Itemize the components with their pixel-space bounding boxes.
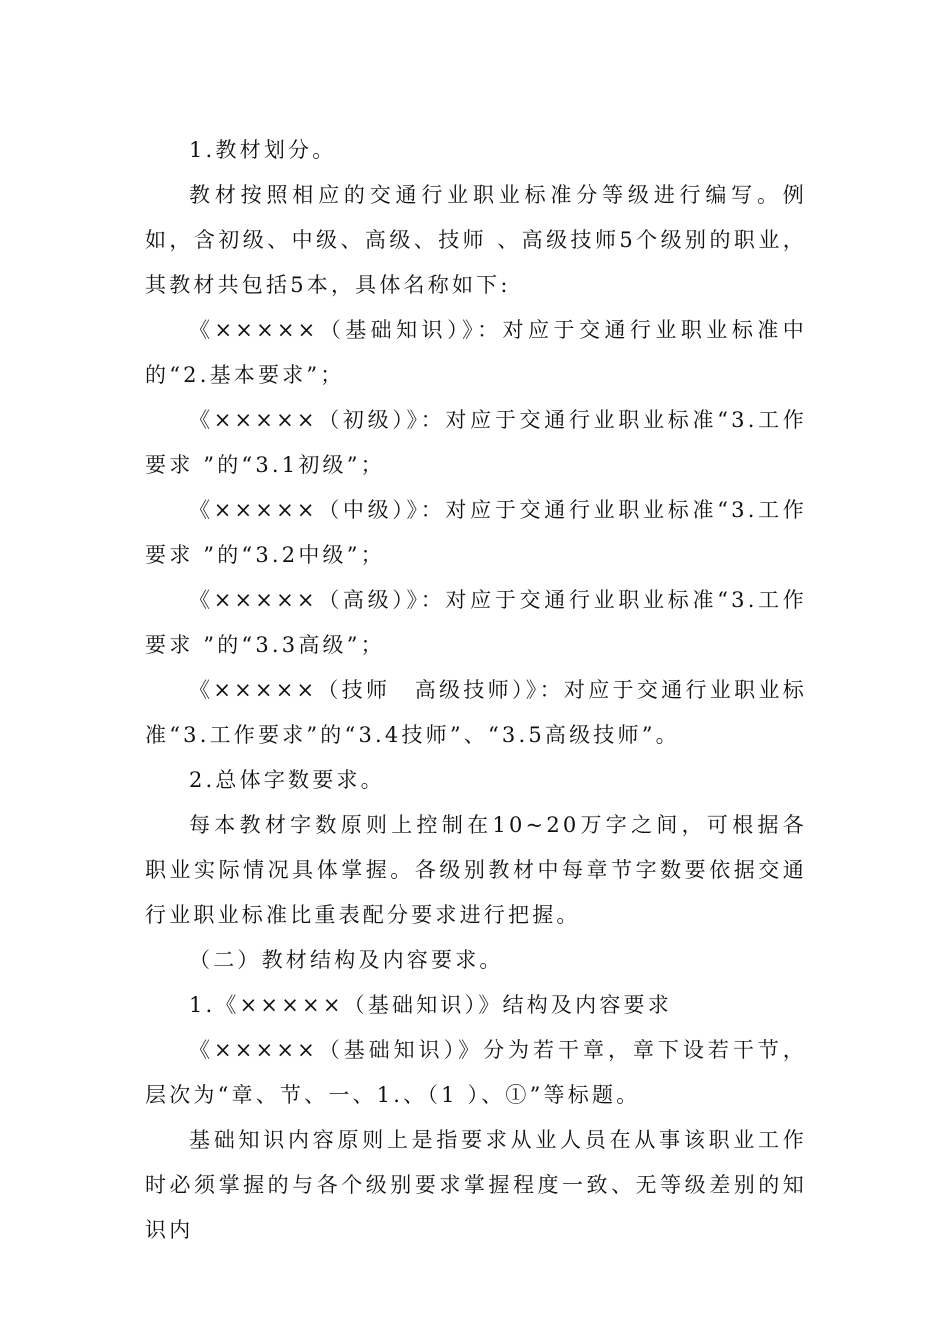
paragraph-basic-knowledge-content: 基础知识内容原则上是指要求从业人员在从事该职业工作时必须掌握的与各个级别要求掌握程度一致、无等级差别的知识内 [145, 1128, 807, 1242]
heading-structure-content: （二）教材结构及内容要求。 [189, 948, 504, 972]
item-basic-knowledge: 《×××××（基础知识）》：对应于交通行业职业标准中的“2.基本要求”； [145, 318, 807, 387]
item-intermediate: 《×××××（中级）》：对应于交通行业职业标准“3.工作要求 ”的“3.2中级”； [145, 498, 807, 567]
paragraph-word-count: 每本教材字数原则上控制在10~20万字之间，可根据各职业实际情况具体掌握。各级别教材中每章节字数要依据交通行业职业标准比重表配分要求进行把握。 [145, 813, 807, 927]
item-senior: 《×××××（高级）》：对应于交通行业职业标准“3.工作要求 ”的“3.3高级”； [145, 588, 807, 657]
document-body [145, 128, 807, 1253]
item-technician: 《×××××（技师 高级技师）》：对应于交通行业职业标准“3.工作要求”的“3.4技师”、“3.5高级技师”。 [145, 678, 807, 747]
item-junior: 《×××××（初级）》：对应于交通行业职业标准“3.工作要求 ”的“3.1初级”； [145, 408, 807, 477]
heading-basic-knowledge-structure: 1.《×××××（基础知识）》结构及内容要求 [189, 993, 672, 1017]
paragraph-textbook-levels: 教材按照相应的交通行业职业标准分等级进行编写。例如，含初级、中级、高级、技师 、高级技师5个级别的职业，其教材共包括5本，具体名称如下: [145, 183, 807, 297]
paragraph-chapter-levels: 《×××××（基础知识）》分为若干章，章下设若干节，层次为“章、节、一、1.、（1 ）、①”等标题。 [145, 1038, 807, 1107]
heading-word-count: 2.总体字数要求。 [189, 768, 385, 792]
heading-textbook-division: 1.教材划分。 [189, 138, 337, 162]
